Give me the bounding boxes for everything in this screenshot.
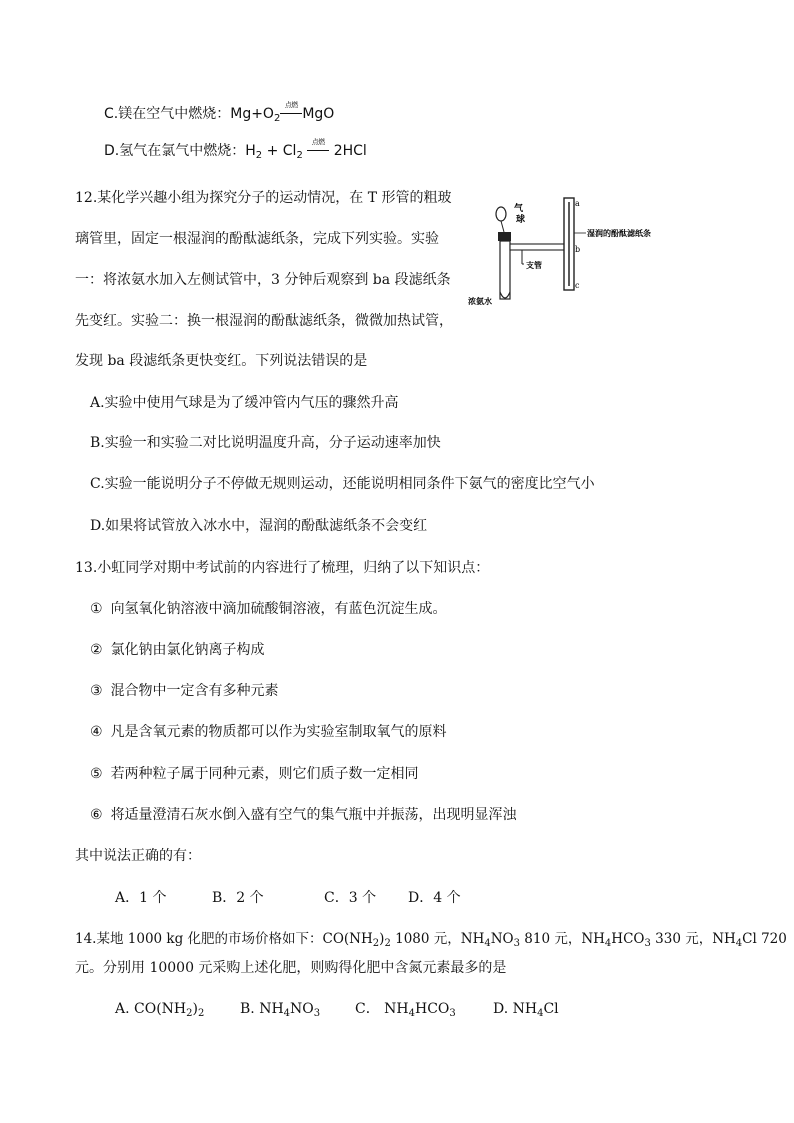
q12-stem-line-1: 12.某化学兴趣小组为探究分子的运动情况，在 T 形管的粗玻 <box>75 190 452 206</box>
q14-l1-sub-c: 4 <box>484 938 491 949</box>
q14-option-b <box>240 999 320 1024</box>
q13-item-5-num: ⑤ <box>90 766 103 782</box>
q14-option-a <box>115 999 204 1024</box>
q13-item-3-num: ③ <box>90 683 103 699</box>
q11-d-cl-sub: 2 <box>296 150 303 161</box>
q13-option-a: A．1 个 <box>115 890 167 906</box>
q13-item-6-text: 将适量澄清石灰水倒入盛有空气的集气瓶中并振荡，出现明显浑浊 <box>110 807 517 823</box>
q14-opt-b-no: NO <box>290 1001 314 1017</box>
q13-question: 其中说法正确的有： <box>75 848 201 864</box>
pipe-label: 支管 <box>526 260 542 270</box>
q13-item-4-num: ④ <box>90 724 103 740</box>
q14-option-c <box>355 999 456 1024</box>
q13-option-b: B．2 个 <box>212 890 264 906</box>
q14-opt-c-hco: HCO <box>415 1001 450 1017</box>
q12-stem-line-4: 先变红。实验二：换一根湿润的酚酞滤纸条，微微加热试管， <box>75 313 453 329</box>
q14-opt-a-text: A. CO(NH <box>115 1001 187 1017</box>
test-tube <box>500 241 510 299</box>
ammonia-label: 浓氨水 <box>468 296 492 306</box>
q13-item-6-num: ⑥ <box>90 807 103 823</box>
q13-item-1 <box>90 599 447 619</box>
q12-option-d: D.如果将试管放入冰水中，湿润的酚酞滤纸条不会变红 <box>90 518 428 534</box>
q14-opt-b-sub2: 3 <box>313 1008 321 1019</box>
q14-opt-d-text: D. NH <box>493 1001 538 1017</box>
q13-option-c: C．3 个 <box>324 890 377 906</box>
q12-option-c: C.实验一能说明分子不停做无规则运动，还能说明相同条件下氨气的密度比空气小 <box>90 476 595 492</box>
q11-c-cond-text: 点燃 <box>284 101 298 109</box>
q13-item-3-text: 混合物中一定含有多种元素 <box>110 683 279 699</box>
q12-stem-line-3: 一：将浓氨水加入左侧试管中，3 分钟后观察到 ba 段滤纸条 <box>75 272 451 288</box>
q14-l1-c: 1080 元，NH <box>390 931 485 947</box>
strip-label: 湿润的酚酞滤纸条 <box>587 228 651 238</box>
q14-l1-a: 14.某地 1000 kg 化肥的市场价格如下：CO(NH <box>75 931 373 947</box>
stopper <box>498 232 511 241</box>
q12-option-a: A.实验中使用气球是为了缓冲管内气压的骤然升高 <box>90 395 399 411</box>
q11-c-label: C.镁在空气中燃烧： <box>104 106 231 122</box>
q13-option-d: D．4 个 <box>408 890 461 906</box>
q11-d-condition <box>307 138 329 161</box>
q14-opt-c-sub2: 3 <box>449 1008 456 1019</box>
q13-item-5-text: 若两种粒子属于同种元素，则它们质子数一定相同 <box>110 766 419 782</box>
q13-item-2-text: 氯化钠由氯化钠离子构成 <box>110 642 265 658</box>
q11-d-h-sub: 2 <box>255 150 263 161</box>
q11-c-eq-left: Mg+O <box>230 106 274 122</box>
q11-c-condition <box>280 101 302 124</box>
q14-l1-sub-f: 3 <box>644 938 651 949</box>
q11-d-label: D.氢气在氯气中燃烧： <box>104 143 246 159</box>
q14-opt-a-sub1: 2 <box>186 1008 193 1019</box>
point-b-label: b <box>575 245 581 254</box>
balloon-label-1: 气 <box>514 204 524 214</box>
point-c-label: c <box>575 281 580 290</box>
t-tube-apparatus-figure <box>468 192 678 312</box>
q14-opt-c-text: C． NH <box>355 1001 409 1017</box>
q13-item-6 <box>90 805 517 825</box>
q13-item-2-num: ② <box>90 642 103 658</box>
q11-option-d <box>104 138 367 166</box>
q13-item-4-text: 凡是含氧元素的物质都可以作为实验室制取氧气的原料 <box>110 724 447 740</box>
q11-d-right: 2HCl <box>333 143 367 159</box>
q14-l1-sub-d: 3 <box>513 938 520 949</box>
q14-l1-sub-b: 2 <box>384 938 391 949</box>
q14-l1-sub-a: 2 <box>372 938 380 949</box>
q11-d-plus: + Cl <box>262 143 297 159</box>
q14-l1-h: Cl 720 <box>742 931 787 947</box>
q12-stem-line-2: 璃管里，固定一根湿润的酚酞滤纸条，完成下列实验。实验 <box>75 231 439 247</box>
q14-opt-a-sub2: 2 <box>197 1008 205 1019</box>
q13-item-1-text: 向氢氧化钠溶液中滴加硫酸铜溶液，有蓝色沉淀生成。 <box>110 601 447 617</box>
q14-l1-sub-e: 4 <box>604 938 612 949</box>
balloon-shape <box>496 207 506 221</box>
q13-item-4 <box>90 722 447 742</box>
q14-opt-b-text: B. NH <box>240 1001 284 1017</box>
q14-stem-line-2: 元。分别用 10000 元采购上述化肥，则购得化肥中含氮元素最多的是 <box>75 960 507 976</box>
branch-pipe <box>510 244 566 250</box>
q11-d-cond-text: 点燃 <box>311 138 325 146</box>
q14-l1-g: 330 元，NH <box>650 931 736 947</box>
q11-c-eq-right: MgO <box>302 106 335 122</box>
q13-item-3 <box>90 681 279 701</box>
balloon-label-2: 球 <box>516 215 526 225</box>
q14-l1-d: NO <box>490 931 514 947</box>
q14-l1-f: HCO <box>611 931 645 947</box>
q14-opt-c-sub1: 4 <box>408 1008 415 1019</box>
q14-opt-b-sub1: 4 <box>283 1008 291 1019</box>
q12-stem-line-5: 发现 ba 段滤纸条更快变红。下列说法错误的是 <box>75 353 368 369</box>
q14-l1-b: ) <box>379 931 385 947</box>
q14-opt-d-sub1: 4 <box>537 1008 544 1019</box>
balloon-neck <box>501 221 504 232</box>
q13-item-5 <box>90 764 419 784</box>
q14-stem-line-1 <box>75 929 787 954</box>
q14-opt-d-cl: Cl <box>543 1001 559 1017</box>
q11-c-eq-sub: 2 <box>273 113 281 124</box>
q11-option-c <box>104 101 335 129</box>
point-a-label: a <box>575 199 580 208</box>
q14-l1-e: 810 元，NH <box>519 931 605 947</box>
q13-item-2 <box>90 640 265 660</box>
q11-d-h: H <box>245 143 256 159</box>
q13-item-1-num: ① <box>90 601 103 617</box>
q14-l1-sub-g: 4 <box>735 938 743 949</box>
q12-option-b: B.实验一和实验二对比说明温度升高，分子运动速率加快 <box>90 435 441 451</box>
q13-stem: 13.小虹同学对期中考试前的内容进行了梳理，归纳了以下知识点： <box>75 560 490 576</box>
q14-opt-a-close: ) <box>192 1001 198 1017</box>
q14-option-d <box>493 999 559 1024</box>
